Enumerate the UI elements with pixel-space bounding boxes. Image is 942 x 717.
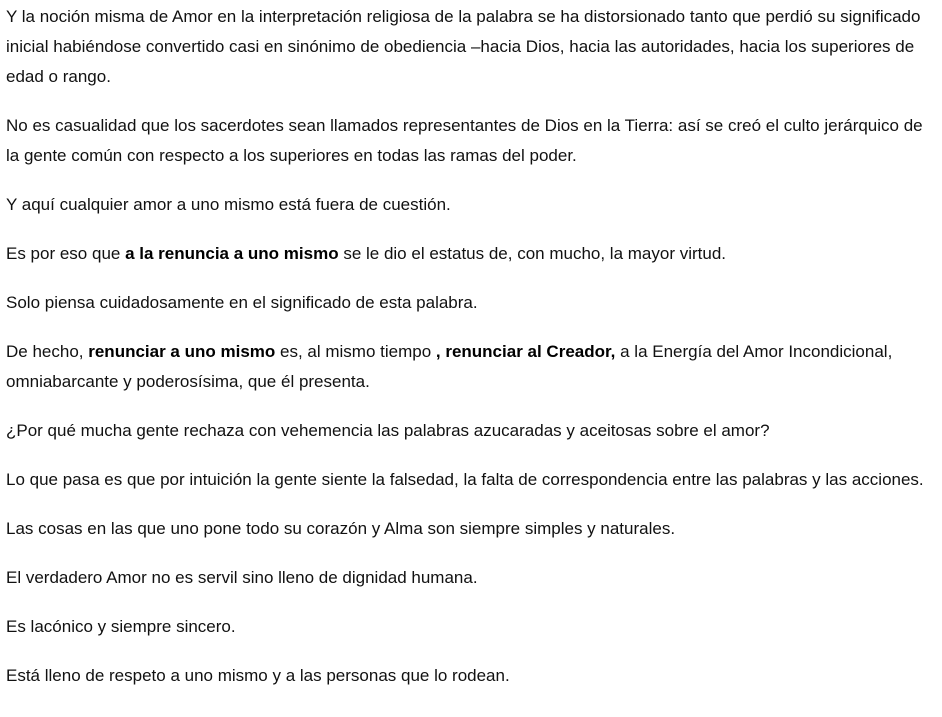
- paragraph-text: es, al mismo tiempo: [275, 342, 436, 361]
- article-paragraph: [6, 337, 931, 397]
- paragraph-text: No es casualidad que los sacerdotes sean llamados representantes de Dios en la Tierra: así se creó el culto jerárquico de la gente común con respecto a los superiores en todas las ramas del poder.: [6, 116, 923, 165]
- paragraph-text: El verdadero Amor no es servil sino lleno de dignidad humana.: [6, 568, 478, 587]
- article-paragraph: [6, 416, 931, 446]
- article-paragraph: [6, 190, 931, 220]
- article-paragraph: [6, 563, 931, 593]
- paragraph-text: se le dio el estatus de, con mucho, la mayor virtud.: [338, 244, 727, 263]
- paragraph-text: Y aquí cualquier amor a uno mismo está fuera de cuestión.: [6, 195, 451, 214]
- paragraph-text: Lo que pasa es que por intuición la gente siente la falsedad, la falta de correspondencia entre las palabras y las acciones.: [6, 470, 924, 489]
- paragraph-text: Es lacónico y siempre sincero.: [6, 617, 236, 636]
- paragraph-text: Las cosas en las que uno pone todo su corazón y Alma son siempre simples y naturales.: [6, 519, 676, 538]
- paragraph-text: a la Energía del Amor Incondicional, omniabarcante y poderosísima, que él presenta.: [6, 342, 893, 391]
- emphasized-text: , renunciar al Creador,: [435, 342, 616, 361]
- article-paragraph: [6, 661, 931, 691]
- article-paragraph: [6, 239, 931, 269]
- article-paragraph: [6, 465, 931, 495]
- emphasized-text: a la renuncia a uno mismo: [125, 244, 339, 263]
- paragraph-text: Está lleno de respeto a uno mismo y a las personas que lo rodean.: [6, 666, 510, 685]
- paragraph-text: ¿Por qué mucha gente rechaza con vehemencia las palabras azucaradas y aceitosas sobre el amor?: [6, 421, 770, 440]
- paragraph-text: Es por eso que: [6, 244, 126, 263]
- article-paragraph: [6, 111, 931, 171]
- article-paragraph: [6, 288, 931, 318]
- paragraph-text: De hecho,: [6, 342, 89, 361]
- paragraph-text: Y la noción misma de Amor en la interpretación religiosa de la palabra se ha distorsionado tanto que perdió su significado inicial habiéndose convertido casi en sinónimo de obediencia –hacia Dios, hacia las autoridades, hacia los superiores de edad o rango.: [6, 7, 921, 86]
- paragraph-text: Solo piensa cuidadosamente en el significado de esta palabra.: [6, 293, 478, 312]
- article-paragraph: [6, 2, 931, 92]
- emphasized-text: renunciar a uno mismo: [88, 342, 276, 361]
- article-paragraph: [6, 612, 931, 642]
- article-paragraph: [6, 514, 931, 544]
